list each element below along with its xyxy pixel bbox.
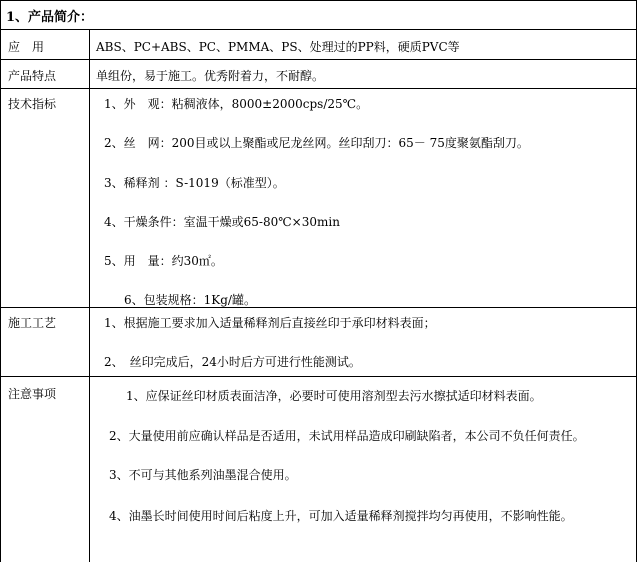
application-text: ABS、PC+ABS、PC、PMMA、PS、处理过的PP料，硬质PVC等 <box>96 40 460 54</box>
spec-item-drying: 4、干燥条件：室温干燥或65-80℃×30min <box>104 215 340 229</box>
spec-item-packaging: 6、包装规格：1Kg/罐。 <box>124 293 256 307</box>
spec-item-thinner: 3、稀释剂 ：S-1019（标准型）。 <box>104 176 285 190</box>
row-label-process: 施工工艺 <box>8 316 57 330</box>
rule-column-divider <box>89 29 90 562</box>
rule-top <box>0 0 637 1</box>
process-step-1: 1、根据施工要求加入适量稀释剂后直接丝印于承印材料表面； <box>104 316 436 330</box>
note-item-1: 1、应保证丝印材质表面洁净，必要时可使用溶剂型去污水擦拭适印材料表面。 <box>126 389 542 403</box>
spec-item-screen: 2、丝 网：200目或以上聚酯或尼龙丝网。丝印刮刀：65－ 75度聚氨酯刮刀。 <box>104 136 529 150</box>
features-text: 单组份，易于施工。优秀附着力，不耐醇。 <box>96 69 325 83</box>
process-step-2: 2、 丝印完成后，24小时后方可进行性能测试。 <box>104 355 361 369</box>
note-item-3: 3、不可与其他系列油墨混合使用。 <box>109 468 297 482</box>
rule-left <box>0 0 1 562</box>
note-item-2: 2、大量使用前应确认样品是否适用，未试用样品造成印刷缺陷者，本公司不负任何责任。 <box>109 429 585 443</box>
note-item-4: 4、油墨长时间使用时间后粘度上升，可加入适量稀释剂搅拌均匀再使用，不影响性能。 <box>109 509 573 523</box>
spec-item-coverage: 5、用 量：约30㎡。 <box>104 254 223 268</box>
row-label-features: 产品特点 <box>8 69 57 83</box>
spec-item-appearance: 1、外 观：粘稠液体，8000±2000cps/25℃。 <box>104 97 369 111</box>
rule-title-bottom <box>0 29 637 30</box>
rule-row3-bottom <box>0 307 637 308</box>
rule-row1-bottom <box>0 59 637 60</box>
rule-row4-bottom <box>0 376 637 377</box>
rule-row2-bottom <box>0 88 637 89</box>
row-label-notes: 注意事项 <box>8 387 57 401</box>
section-title: 1、产品简介： <box>6 10 94 25</box>
row-label-specs: 技术指标 <box>8 97 57 111</box>
row-label-application: 应 用 <box>8 40 45 54</box>
